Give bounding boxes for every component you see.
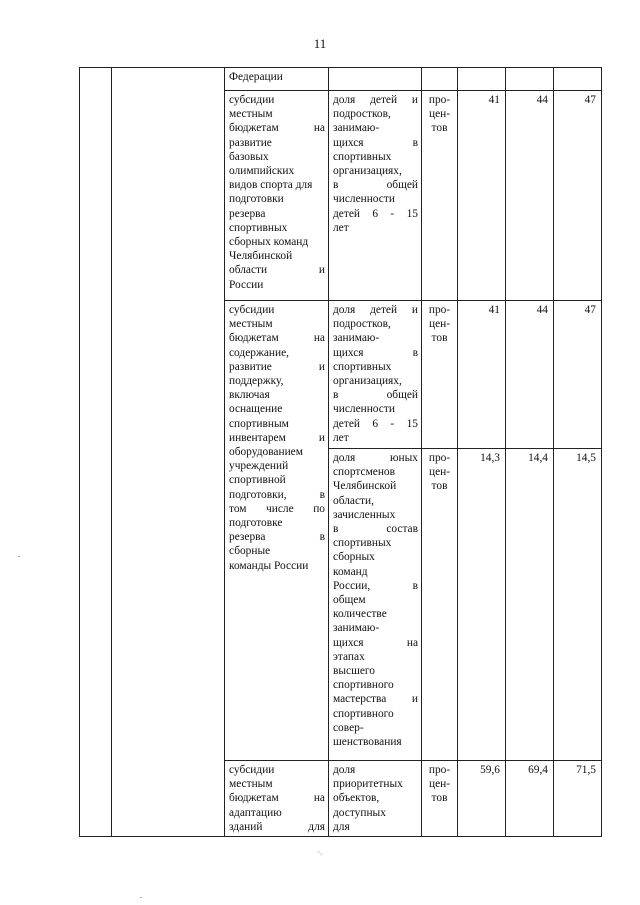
event-cell — [225, 68, 329, 91]
event-line: видов спорта для — [229, 179, 313, 192]
unit-line: про- — [428, 304, 451, 316]
value-cell: 14,3 — [458, 449, 506, 761]
value-cell: 59,6 — [458, 761, 506, 837]
unit-line: про- — [428, 94, 451, 106]
indicator-line: Челябинской — [333, 480, 397, 493]
indicator-line: численности — [333, 193, 395, 206]
event-cell — [225, 91, 329, 301]
event-line: субсидии — [229, 94, 275, 106]
event-line: сборные — [229, 545, 271, 558]
indicator-line: щихся в — [333, 136, 418, 149]
unit-cell — [422, 68, 458, 91]
unit-line: цен- — [428, 318, 451, 331]
event-line: учреждений — [229, 460, 289, 473]
event-line: оборудованием — [229, 446, 303, 459]
indicator-line: зачисленных — [333, 508, 396, 521]
indicator-line: шенствования — [333, 736, 402, 749]
value-cell — [506, 68, 554, 91]
indicator-line: количестве — [333, 608, 387, 621]
indicator-line: занимаю- — [333, 332, 380, 345]
indicator-cell — [329, 301, 422, 449]
event-line: спортивной — [229, 474, 286, 487]
indicator-line: команд — [333, 565, 368, 578]
indicator-line: спортивного — [333, 707, 394, 720]
unit-line: тов — [431, 792, 448, 805]
event-line: местным — [229, 778, 273, 791]
indicator-line: мастерства и — [333, 693, 418, 706]
indicator-line: детей 6 - 15 — [333, 207, 418, 220]
event-line: бюджетам на — [229, 122, 325, 135]
event-cell — [225, 301, 329, 761]
indicator-line: сборных — [333, 551, 375, 564]
event-line: бюджетам на — [229, 792, 325, 805]
value-cell: 41 — [458, 91, 506, 301]
event-line: базовых — [229, 150, 269, 163]
value-cell — [458, 68, 506, 91]
program-table — [79, 67, 602, 837]
event-line: резерва в — [229, 531, 325, 544]
indicator-line: России, в — [333, 579, 418, 592]
unit-cell — [422, 449, 458, 761]
event-line: команды России — [229, 559, 309, 572]
indicator-line: лет — [333, 431, 349, 444]
indicator-line: для — [333, 820, 350, 833]
event-line: субсидии — [229, 764, 275, 776]
indicator-line: объектов, — [333, 792, 380, 805]
scan-artifact — [18, 556, 20, 557]
event-line: зданий для — [229, 820, 325, 833]
value-cell: 69,4 — [506, 761, 554, 837]
event-line: России — [229, 278, 264, 291]
indicator-line: спортсменов — [333, 466, 395, 479]
event-line: области и — [229, 264, 325, 277]
event-line: оснащение — [229, 403, 283, 416]
indicator-line: организациях, — [333, 375, 402, 388]
value-cell: 44 — [506, 301, 554, 449]
value-cell: 14,4 — [506, 449, 554, 761]
indicator-line: подростков, — [333, 108, 391, 121]
event-line: включая — [229, 389, 270, 402]
unit-line: цен- — [428, 108, 451, 121]
event-line: сборных команд — [229, 236, 309, 249]
indicator-line: доля — [333, 764, 356, 776]
indicator-line: доля юных — [333, 452, 418, 464]
unit-cell — [422, 301, 458, 449]
event-line: развитие — [229, 136, 272, 149]
indicator-cell — [329, 68, 422, 91]
indicator-line: организациях, — [333, 165, 402, 178]
event-cell — [225, 761, 329, 837]
event-line: адаптацию — [229, 806, 282, 819]
event-line: том числе по — [229, 502, 325, 515]
event-line: спортивных — [229, 221, 288, 234]
indicator-line: в состав — [333, 523, 418, 536]
indicator-line: доля детей и — [333, 94, 418, 106]
value-cell: 41 — [458, 301, 506, 449]
value-cell: 71,5 — [554, 761, 602, 837]
indicator-cell — [329, 761, 422, 837]
indicator-cell — [329, 91, 422, 301]
indicator-line: этапах — [333, 650, 365, 663]
indicator-line: в общей — [333, 179, 418, 192]
value-cell — [554, 68, 602, 91]
unit-cell — [422, 91, 458, 301]
indicator-line: доля детей и — [333, 304, 418, 316]
event-line: поддержку, — [229, 375, 284, 388]
indicator-line: щихся на — [333, 636, 418, 649]
indicator-line: спортивных — [333, 537, 392, 550]
unit-line: цен- — [428, 778, 451, 791]
value-cell: 47 — [554, 91, 602, 301]
event-line: подготовки, в — [229, 488, 325, 501]
event-text: Федерации — [229, 71, 283, 83]
unit-line: тов — [431, 480, 448, 493]
scan-artifact — [140, 897, 142, 898]
indicator-line: детей 6 - 15 — [333, 417, 418, 430]
unit-line: тов — [431, 122, 448, 135]
indicator-line: доступных — [333, 806, 386, 819]
task-cell — [112, 68, 225, 837]
indicator-line: приоритетных — [333, 778, 403, 791]
indicator-line: лет — [333, 221, 349, 234]
indicator-line: совер- — [333, 721, 364, 734]
event-line: подготовки — [229, 193, 284, 206]
event-line: подготовке — [229, 517, 283, 530]
indicator-line: занимаю- — [333, 122, 380, 135]
event-line: местным — [229, 318, 273, 331]
event-line: бюджетам на — [229, 332, 325, 345]
indicator-line: численности — [333, 403, 395, 416]
indicator-cell — [329, 449, 422, 761]
event-line: резерва — [229, 207, 266, 220]
indicator-line: области, — [333, 494, 374, 507]
event-line: развитие и — [229, 360, 325, 373]
event-line: олимпийских — [229, 165, 295, 178]
unit-line: тов — [431, 332, 448, 345]
table-row — [80, 68, 602, 91]
indicator-line: щихся в — [333, 346, 418, 359]
value-cell: 44 — [506, 91, 554, 301]
indicator-line: общем — [333, 594, 366, 607]
page-number: 11 — [313, 36, 327, 51]
unit-line: про- — [428, 452, 451, 464]
indicator-line: в общей — [333, 389, 418, 402]
unit-line: про- — [428, 764, 451, 776]
event-line: инвентарем и — [229, 431, 325, 444]
indicator-line: подростков, — [333, 318, 391, 331]
event-line: спортивным — [229, 417, 289, 430]
indicator-line: спортивных — [333, 150, 392, 163]
value-cell: 14,5 — [554, 449, 602, 761]
event-line: Челябинской — [229, 250, 293, 263]
event-line: субсидии — [229, 304, 275, 316]
unit-cell — [422, 761, 458, 837]
value-cell: 47 — [554, 301, 602, 449]
number-cell — [80, 68, 112, 837]
stamp-mark: ∿ — [316, 848, 324, 858]
indicator-line: занимаю- — [333, 622, 380, 635]
indicator-line: спортивных — [333, 360, 392, 373]
unit-line: цен- — [428, 466, 451, 479]
indicator-line: спортивного — [333, 679, 394, 692]
event-line: содержание, — [229, 346, 289, 359]
indicator-line: высшего — [333, 665, 375, 678]
event-line: местным — [229, 108, 273, 121]
